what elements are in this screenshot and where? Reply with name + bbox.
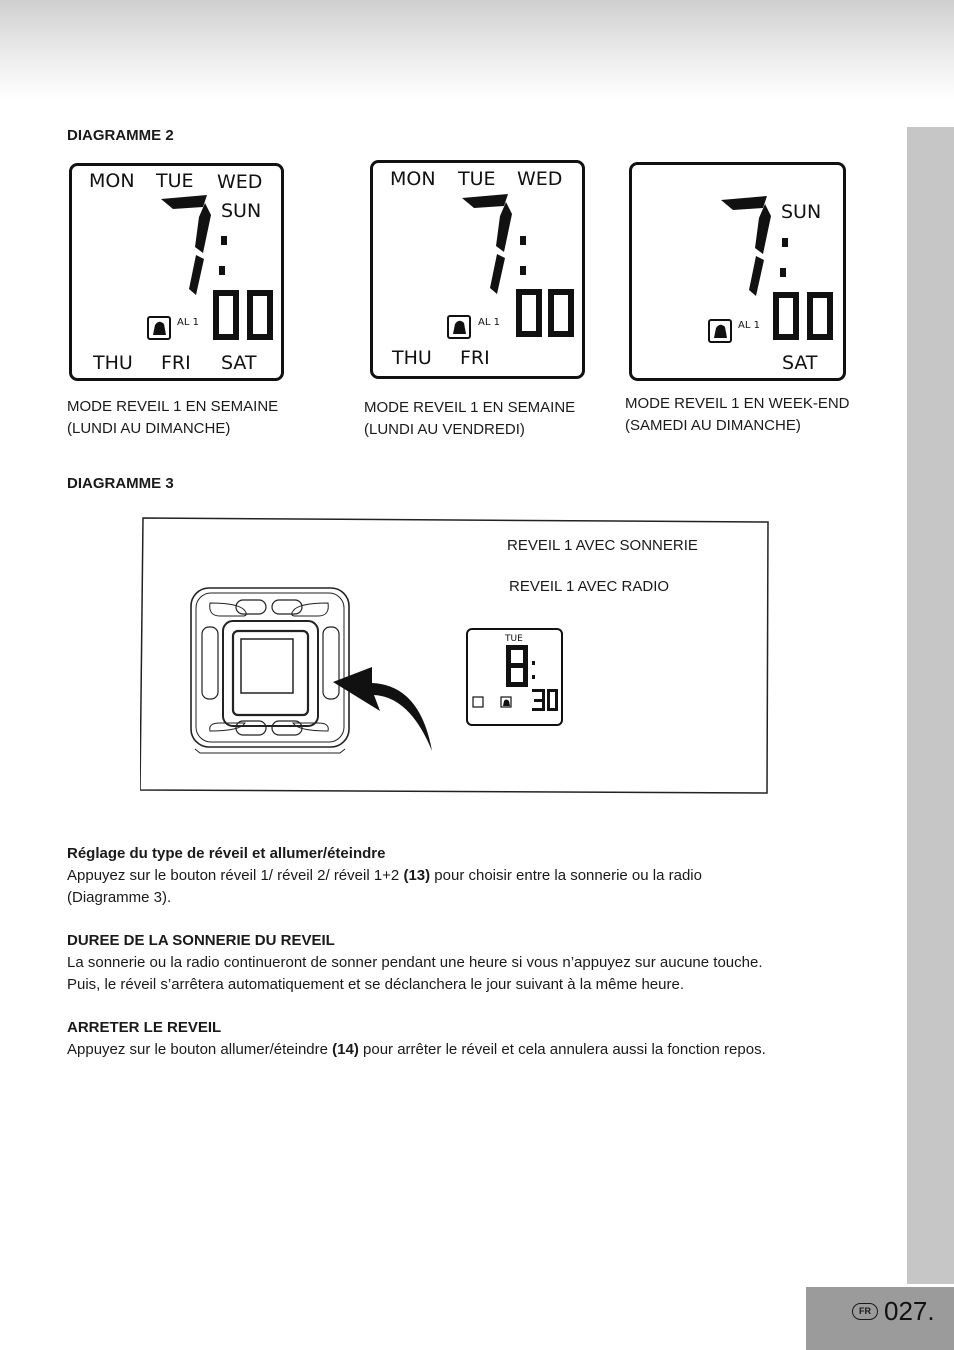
day-thu: THU bbox=[392, 347, 432, 369]
body-line: Puis, le réveil s’arrêtera automatiquement et se déclanchera le jour suivant à la même heure. bbox=[67, 976, 684, 993]
section-title-alarm-duration: DUREE DE LA SONNERIE DU REVEIL bbox=[67, 932, 335, 949]
display-day: TUE bbox=[505, 634, 523, 644]
day-sat: SAT bbox=[782, 352, 818, 374]
side-margin-band bbox=[907, 127, 954, 1284]
body-line: La sonnerie ou la radio continueront de sonner pendant une heure si vous n’appuyez sur aucune touche. bbox=[67, 954, 763, 971]
day-sat: SAT bbox=[221, 352, 257, 374]
diagram3-frame bbox=[140, 517, 769, 794]
small-lcd-display bbox=[467, 629, 562, 725]
day-wed: WED bbox=[217, 171, 263, 193]
body-line: Appuyez sur le bouton allumer/éteindre (14) pour arrêter le réveil et cela annulera aussi la fonction repos. bbox=[67, 1041, 766, 1058]
caption-line: MODE REVEIL 1 EN SEMAINE bbox=[67, 398, 279, 415]
caption-weekday-mon-fri bbox=[364, 397, 624, 441]
section-title-alarm-type: Réglage du type de réveil et allumer/éteindre bbox=[67, 845, 386, 862]
diagram3-heading: DIAGRAMME 3 bbox=[67, 475, 174, 492]
header-gradient-band bbox=[0, 0, 954, 100]
day-mon: MON bbox=[390, 168, 436, 190]
caption-weekday-all bbox=[67, 396, 327, 440]
section-body-stop-alarm bbox=[67, 1039, 867, 1061]
caption-line: MODE REVEIL 1 EN SEMAINE bbox=[364, 399, 576, 416]
day-mon: MON bbox=[89, 170, 135, 192]
lcd-panel-weekend bbox=[629, 162, 846, 381]
day-fri: FRI bbox=[460, 347, 490, 369]
day-sun: SUN bbox=[221, 200, 262, 222]
alarm-label: AL 1 bbox=[478, 317, 500, 328]
body-line: (Diagramme 3). bbox=[67, 889, 172, 906]
day-fri: FRI bbox=[161, 352, 191, 374]
label-alarm-buzzer: REVEIL 1 AVEC SONNERIE bbox=[507, 537, 698, 554]
caption-line: (SAMEDI AU DIMANCHE) bbox=[625, 417, 801, 434]
day-sun: SUN bbox=[781, 201, 822, 223]
lcd-panel-weekday-all bbox=[69, 163, 284, 381]
caption-line: MODE REVEIL 1 EN WEEK-END bbox=[625, 395, 850, 412]
caption-line: (LUNDI AU DIMANCHE) bbox=[67, 420, 231, 437]
label-alarm-radio: REVEIL 1 AVEC RADIO bbox=[509, 578, 670, 595]
alarm-label: AL 1 bbox=[177, 317, 199, 328]
day-thu: THU bbox=[93, 352, 133, 374]
section-body-alarm-type bbox=[67, 865, 867, 909]
caption-weekend bbox=[625, 393, 885, 437]
body-line: Appuyez sur le bouton réveil 1/ réveil 2/ réveil 1+2 (13) pour choisir entre la sonnerie ou la radio bbox=[67, 867, 702, 884]
page-number: 027. bbox=[884, 1296, 935, 1326]
section-title-stop-alarm: ARRETER LE REVEIL bbox=[67, 1019, 222, 1036]
language-badge: FR bbox=[852, 1303, 878, 1320]
day-tue: TUE bbox=[458, 168, 496, 190]
day-wed: WED bbox=[517, 168, 563, 190]
section-body-alarm-duration bbox=[67, 952, 867, 996]
diagram2-heading: DIAGRAMME 2 bbox=[67, 127, 174, 144]
day-tue: TUE bbox=[156, 170, 194, 192]
caption-line: (LUNDI AU VENDREDI) bbox=[364, 421, 525, 438]
lcd-panel-weekday-mon-fri bbox=[370, 160, 585, 379]
alarm-label: AL 1 bbox=[738, 320, 760, 331]
